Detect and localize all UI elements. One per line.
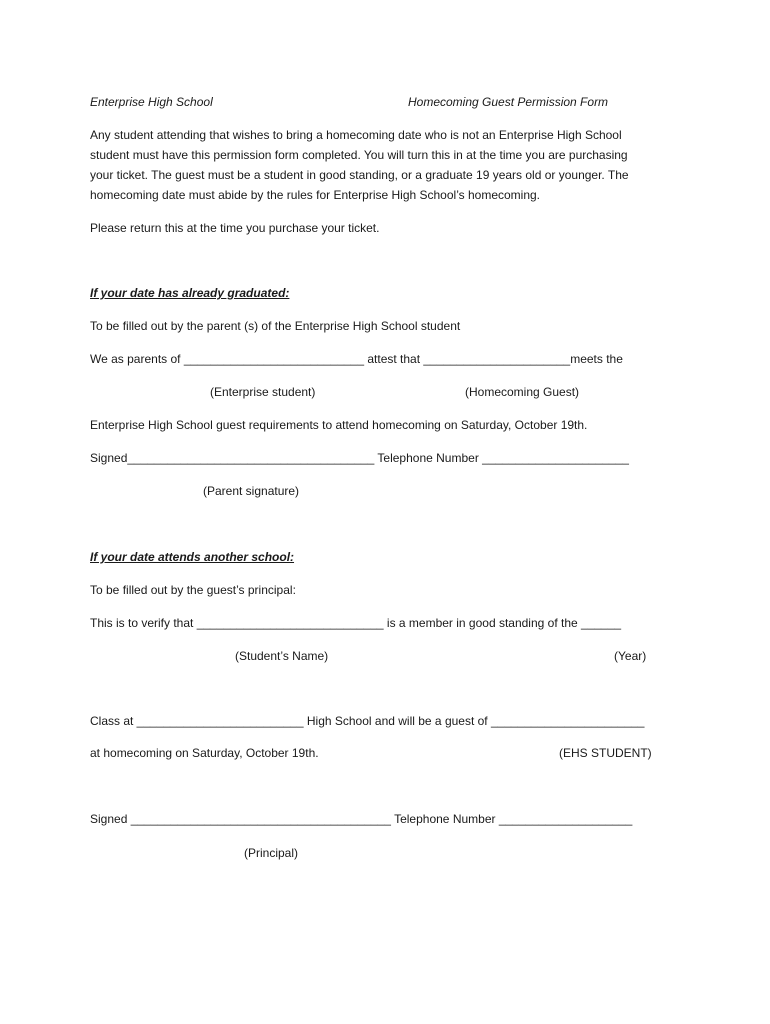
intro-line: student must have this permission form completed. You will turn this in at the time you are purchasing (90, 148, 628, 162)
parents-attest-line[interactable]: We as parents of ___________________________ attest that ______________________meets the (90, 352, 623, 366)
homecoming-guest-label: (Homecoming Guest) (465, 385, 580, 399)
graduated-heading: If your date has already graduated: (90, 286, 290, 300)
graduated-instruction: To be filled out by the parent (s) of the Enterprise High School student (90, 319, 461, 333)
principal-instruction: To be filled out by the guest’s principal: (90, 583, 296, 597)
form-title: Homecoming Guest Permission Form (408, 95, 609, 109)
requirements-line: Enterprise High School guest requirements to attend homecoming on Saturday, October 19th. (90, 418, 588, 432)
class-line[interactable]: Class at _________________________ High School and will be a guest of _______________________ (90, 714, 645, 728)
ehs-student-label: (EHS STUDENT) (559, 746, 652, 760)
parent-signature-label: (Parent signature) (203, 484, 300, 498)
intro-line: your ticket. The guest must be a student in good standing, or a graduate 19 years old or younger. The (90, 168, 629, 182)
school-name: Enterprise High School (90, 95, 213, 109)
return-note: Please return this at the time you purchase your ticket. (90, 221, 380, 235)
intro-line: Any student attending that wishes to bring a homecoming date who is not an Enterprise High School (90, 128, 622, 142)
parent-signed-line[interactable]: Signed_____________________________________ Telephone Number ______________________ (90, 451, 629, 465)
principal-signed-line[interactable]: Signed _______________________________________ Telephone Number ____________________ (90, 812, 633, 826)
verify-line[interactable]: This is to verify that ____________________________ is a member in good standing of the ______ (90, 616, 622, 630)
intro-line: homecoming date must abide by the rules for Enterprise High School’s homecoming. (90, 188, 541, 202)
principal-label: (Principal) (244, 846, 299, 860)
enterprise-student-label: (Enterprise student) (210, 385, 316, 399)
intro-paragraph (90, 125, 680, 205)
homecoming-date-line: at homecoming on Saturday, October 19th. (90, 746, 319, 760)
other-school-heading: If your date attends another school: (90, 550, 295, 564)
student-name-label: (Student’s Name) (235, 649, 329, 663)
year-label: (Year) (614, 649, 647, 663)
